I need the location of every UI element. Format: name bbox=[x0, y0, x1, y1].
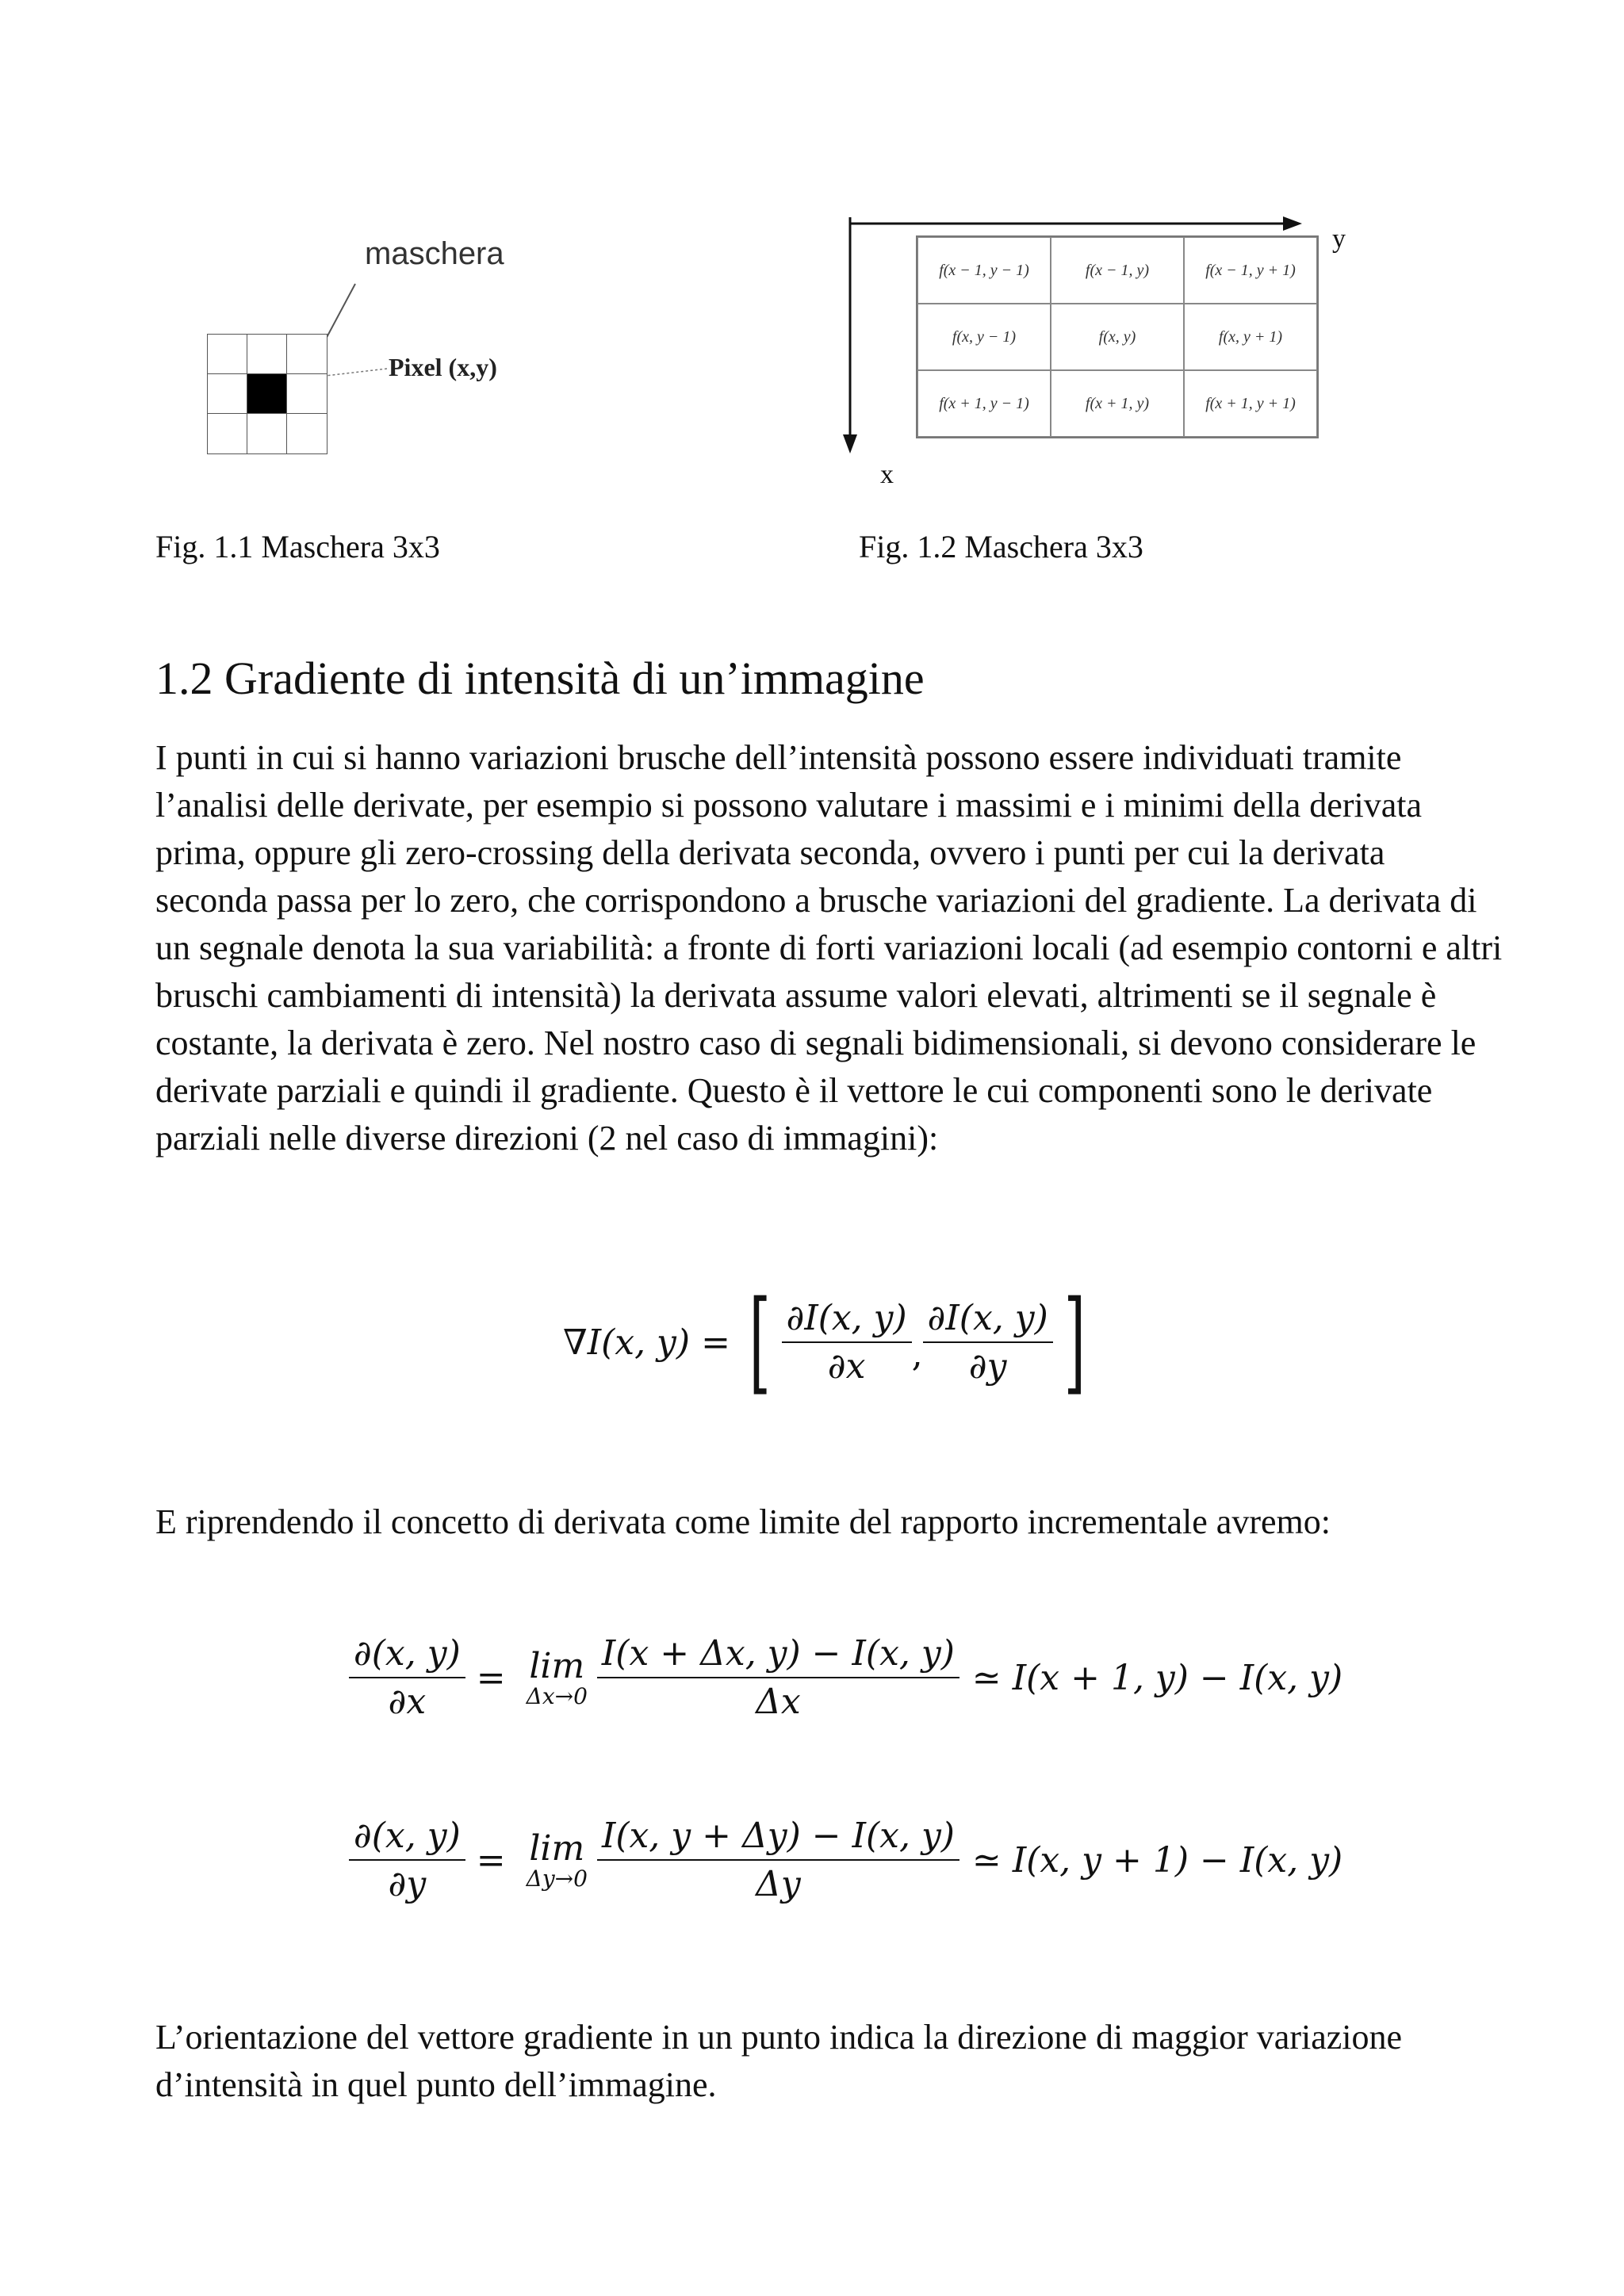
fraction-denominator: ∂y bbox=[968, 1346, 1007, 1387]
approximation: ≃ I(x + 1, y) − I(x, y) bbox=[971, 1657, 1343, 1698]
equals-sign: = bbox=[476, 1839, 506, 1881]
limit-operator bbox=[527, 1646, 588, 1709]
mask-cell bbox=[286, 373, 327, 415]
function-cell: f(x, y − 1) bbox=[917, 304, 1051, 370]
fraction-numerator: I(x, y + Δy) − I(x, y) bbox=[597, 1816, 959, 1861]
fraction-numerator: ∂I(x, y) bbox=[782, 1298, 912, 1343]
mask-cell bbox=[286, 413, 327, 454]
mask-label: maschera bbox=[365, 236, 504, 271]
mask-cell bbox=[247, 334, 288, 375]
pixel-label: Pixel (x,y) bbox=[389, 353, 497, 381]
function-cell: f(x, y + 1) bbox=[1184, 304, 1317, 370]
paragraph-limit: E riprendendo il concetto di derivata come limite del rapporto incrementale avremo: bbox=[155, 1502, 1331, 1541]
figure-caption-2: Fig. 1.2 Maschera 3x3 bbox=[859, 529, 1143, 564]
partial-x-fraction bbox=[782, 1298, 912, 1387]
mask-grid bbox=[208, 335, 327, 453]
partial-y-fraction bbox=[923, 1298, 1053, 1387]
function-cell: f(x + 1, y − 1) bbox=[917, 370, 1051, 437]
function-cell: f(x − 1, y − 1) bbox=[917, 237, 1051, 304]
equals-sign: = bbox=[476, 1657, 506, 1698]
paragraph-orientation: L’orientazione del vettore gradiente in un punto indica la direzione di maggior variazione d’intensità in quel punto dell’immagine. bbox=[155, 2018, 1403, 2104]
fraction-denominator: ∂y bbox=[388, 1864, 427, 1904]
section-title: 1.2 Gradiente di intensità di un’immagine bbox=[155, 652, 925, 704]
mask-cell bbox=[207, 373, 248, 415]
gradient-lhs: ∇I(x, y) = bbox=[563, 1322, 730, 1363]
fraction-denominator: Δx bbox=[756, 1682, 801, 1722]
lhs-fraction bbox=[349, 1633, 465, 1722]
limit-label: lim bbox=[529, 1646, 585, 1686]
close-bracket: ] bbox=[1063, 1277, 1086, 1406]
limit-subscript: Δx→0 bbox=[526, 1683, 588, 1709]
mask-cell bbox=[247, 413, 288, 454]
open-bracket: [ bbox=[749, 1277, 771, 1406]
lhs-fraction bbox=[349, 1816, 465, 1904]
mask-center-pixel bbox=[247, 373, 288, 415]
derivative-y-equation bbox=[349, 1816, 1342, 1904]
limit-subscript: Δy→0 bbox=[526, 1866, 588, 1892]
function-cell: f(x − 1, y + 1) bbox=[1184, 237, 1317, 304]
paragraph-intro: I punti in cui si hanno variazioni brusche dell’intensità possono essere individuati tramite l’analisi delle derivate, per esempio si possono valutare i massimi e i minimi della derivata prima, oppure gli zero-crossing della derivata seconda, ovvero i punti per cui la derivata seconda passa per lo zero, che corrispondono a brusche variazioni del gradiente. La derivata di un segnale denota la sua variabilità: a fronte di forti variazioni locali (ad esempio contorni e altri bruschi cambiamenti di intensità) la derivata assume valori elevati, altrimenti se il segnale è costante, la derivata è zero. Nel nostro caso di segnali bidimensionali, si devono considerare le derivate parziali e quindi il gradiente. Questo è il vettore le cui componenti sono le derivate parziali nelle diverse direzioni (2 nel caso di immagini): bbox=[155, 738, 1503, 1158]
fraction-denominator: ∂x bbox=[388, 1682, 427, 1722]
fraction-numerator: ∂(x, y) bbox=[349, 1816, 465, 1861]
function-cell: f(x + 1, y) bbox=[1051, 370, 1184, 437]
mask-cell bbox=[286, 334, 327, 375]
function-grid bbox=[916, 235, 1319, 438]
derivative-x-equation bbox=[349, 1633, 1342, 1722]
function-cell: f(x − 1, y) bbox=[1051, 237, 1184, 304]
mask-cell bbox=[207, 334, 248, 375]
fraction-numerator: ∂(x, y) bbox=[349, 1633, 465, 1678]
fraction-denominator: ∂x bbox=[827, 1346, 866, 1387]
function-cell: f(x, y) bbox=[1051, 304, 1184, 370]
axis-y-label: y bbox=[1332, 224, 1346, 254]
incremental-ratio bbox=[597, 1816, 959, 1904]
gradient-equation bbox=[563, 1277, 1096, 1406]
mask-cell bbox=[207, 413, 248, 454]
function-cell: f(x + 1, y + 1) bbox=[1184, 370, 1317, 437]
fraction-denominator: Δy bbox=[756, 1864, 801, 1904]
limit-operator bbox=[527, 1828, 588, 1892]
fraction-numerator: ∂I(x, y) bbox=[923, 1298, 1053, 1343]
axis-x-label: x bbox=[880, 460, 894, 489]
limit-label: lim bbox=[529, 1828, 585, 1869]
incremental-ratio bbox=[597, 1633, 959, 1722]
fraction-numerator: I(x + Δx, y) − I(x, y) bbox=[597, 1633, 959, 1678]
comma-separator: , bbox=[911, 1334, 923, 1375]
approximation: ≃ I(x, y + 1) − I(x, y) bbox=[971, 1839, 1343, 1881]
figure-caption-1: Fig. 1.1 Maschera 3x3 bbox=[155, 529, 440, 564]
